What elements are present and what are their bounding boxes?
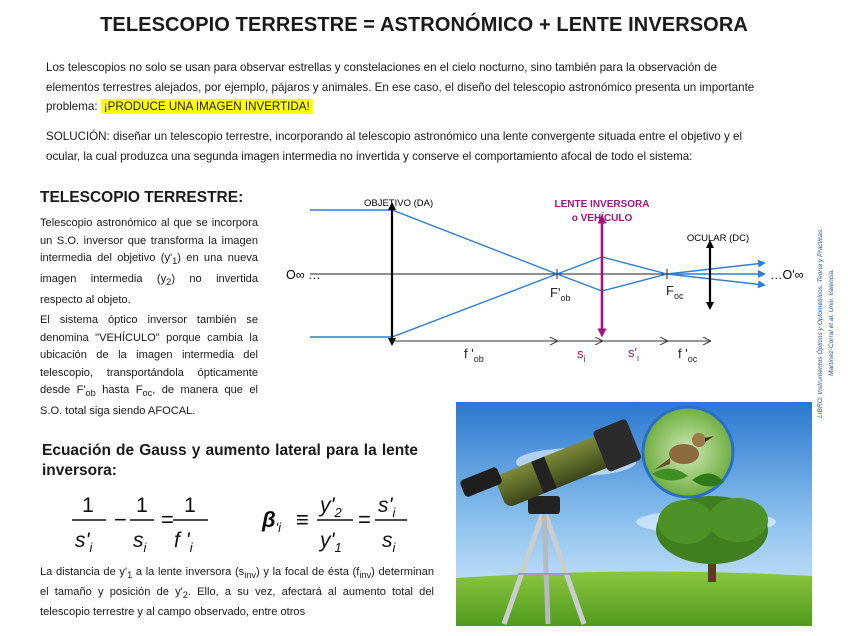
foc-point-label: $F_{oc}$: [666, 283, 684, 301]
equals-sign-b: =: [358, 507, 371, 532]
intro-paragraph: [46, 58, 772, 117]
text-segment: ) en una nueva imagen intermedia (y: [40, 252, 258, 285]
page-title: TELESCOPIO TERRESTRE = ASTRONÓMICO + LENTE INVERSORA: [100, 14, 748, 36]
dist-fob-label: f '$_{ob}$: [464, 346, 484, 364]
bird-body: [669, 444, 699, 464]
ray-bottom: [310, 274, 667, 337]
equiv-sign: ≡: [296, 507, 309, 532]
subscript: 2: [166, 277, 172, 288]
objetivo-label: OBJETIVO (DA): [364, 198, 434, 209]
tree-canopy: [708, 498, 768, 542]
subscript: inv: [359, 570, 372, 581]
vehiculo-description: [40, 312, 258, 421]
highlight-problem: ¡PRODUCE UNA IMAGEN INVERTIDA!: [101, 99, 313, 114]
dist-si-label: $s_i$: [577, 346, 586, 364]
subscript: ob: [85, 388, 96, 399]
intro-text: Los telescopios no solo se usan para observar estrellas y constelaciones en el cielo nocturno, sino también para la observación de elementos terrestres alejados, por ejemplo, pájaros y animales. En ese caso, el diseño del telescopio astronómico presenta un importante problema:: [46, 61, 755, 114]
text-segment: , de manera que el S.O. total siga siendo AFOCAL.: [40, 384, 258, 418]
left-infinity-label: O∞ …: [286, 268, 321, 282]
ray-out-bottom: [667, 274, 764, 285]
text-segment: ) determinan el tamaño y posición de y': [40, 566, 434, 599]
text-segment: a la lente inversora (s: [132, 566, 245, 578]
tree-canopy: [658, 500, 714, 544]
numerator-one-b: 1: [136, 494, 148, 517]
numerator-one-a: 1: [82, 494, 94, 517]
denominator-y1: $y'_1$: [320, 529, 342, 555]
ocular-label: OCULAR (DC): [686, 233, 750, 244]
text-segment: Telescopio astronómico al que se incorpora un S.O. inversor que transforma la imagen intermedia del objetivo (y': [40, 217, 258, 265]
bird-head: [692, 433, 706, 447]
text-segment: . Ello, a su vez, afectará al aumento total del telescopio terrestre y al campo observado, entre otros: [40, 586, 434, 619]
reference-line-2: Martínez-Corral et al. Univ. Valencia.: [828, 268, 835, 376]
right-infinity-label: …O'∞: [770, 268, 804, 282]
denominator-s-prime-i: $s'_i$: [75, 529, 93, 555]
dist-spi-label: $s'_i$: [628, 345, 639, 363]
numerator-s-prime-i: $s'_i$: [378, 494, 396, 520]
text-segment: La distancia de y': [40, 566, 128, 578]
telescope-photo: [456, 402, 812, 626]
dist-foc-label: f '$_{oc}$: [678, 346, 698, 364]
numerator-y2: $y'_2$: [320, 494, 342, 520]
denominator-s-i: $s_i$: [133, 529, 147, 555]
reference-line-1: LIBRO: Instrumentos Ópticos y Optométricos. Teoría y Prácticas.: [817, 228, 824, 418]
ray-out-top: [667, 263, 764, 274]
section-heading-terrestre: TELESCOPIO TERRESTRE:: [40, 189, 244, 206]
solution-paragraph: SOLUCIÓN: diseñar un telescopio terrestre, incorporando al telescopio astronómico una lente convergente situada entre el objetivo y el ocular, la cual produzca una segunda imagen intermedia no invertida y conserve el comportamiento afocal de todo el sistema:: [46, 130, 743, 163]
grass-field: [456, 571, 812, 626]
numerator-one-c: 1: [184, 494, 196, 517]
terrestre-description: [40, 215, 258, 309]
fob-point-label: $F'_{ob}$: [550, 285, 571, 303]
subscript: 2: [182, 590, 188, 601]
denominator-f-prime-i: f '$_i$: [174, 529, 193, 555]
text-segment: ) no invertida respecto al objeto.: [40, 273, 258, 306]
equals-sign-a: =: [161, 507, 174, 532]
tripod-head: [528, 496, 560, 514]
text-segment: El sistema óptico inversor también se denomina "VEHÍCULO" porque cambia la ubicación de la imagen intermedia del telescopio, transportándola ópticamente desde F': [40, 314, 258, 397]
denominator-s-i-b: $s_i$: [382, 529, 396, 555]
subscript: 1: [127, 570, 133, 581]
optical-diagram: [280, 186, 804, 376]
gauss-formulas: [62, 484, 442, 558]
text-segment: hasta F: [95, 384, 143, 397]
subscript: oc: [142, 388, 153, 399]
beta-symbol: $\beta_{'i}$: [262, 507, 282, 535]
ecuacion-description: [40, 564, 434, 621]
section-heading-ecuacion: Ecuación de Gauss y aumento lateral para la lente inversora:: [42, 442, 418, 479]
subscript: inv: [244, 570, 257, 581]
book-reference: [808, 176, 844, 421]
text-segment: ) y la focal de ésta (f: [256, 566, 360, 578]
inversora-label-1: LENTE INVERSORA: [554, 199, 650, 210]
inversora-label-2: o VEHÍCULO: [571, 213, 633, 224]
subscript: 1: [172, 256, 178, 267]
minus-sign: −: [114, 507, 127, 532]
